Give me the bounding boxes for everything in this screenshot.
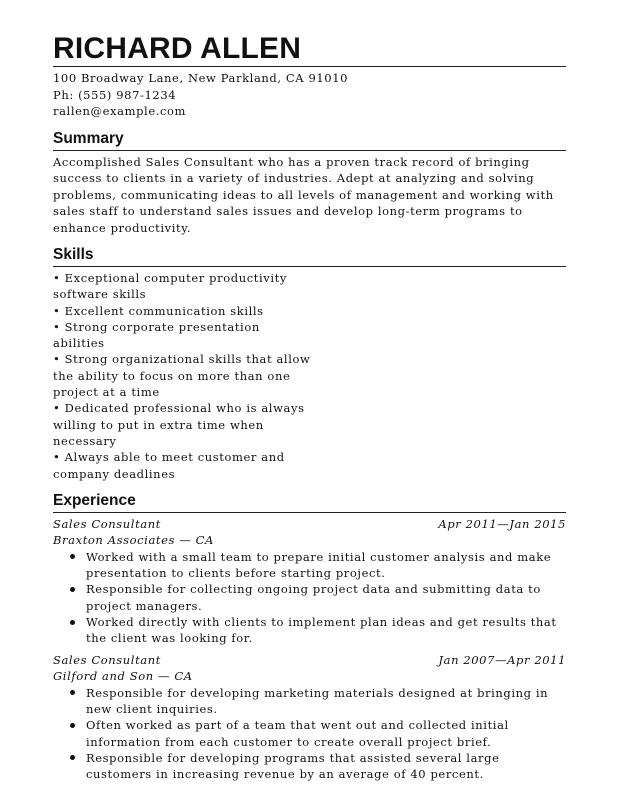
job-dates: Apr 2011—Jan 2015 — [438, 516, 566, 531]
duty-item — [86, 750, 566, 783]
job-header — [53, 652, 566, 669]
skill-item: • Dedicated professional who is always willing to put in extra time when necessary — [53, 401, 305, 448]
job-entry — [53, 516, 566, 647]
address: 100 Broadway Lane, New Parkland, CA 91010 — [53, 71, 349, 85]
skill-item: • Strong organizational skills that allow the ability to focus on more than one project at a time — [53, 352, 311, 400]
bullet-icon — [70, 554, 75, 559]
summary-divider — [53, 150, 566, 151]
bullet-icon — [70, 755, 75, 760]
job-company: Gilford and Son — CA — [53, 669, 193, 684]
header-divider — [53, 66, 566, 67]
bullet-icon — [70, 723, 75, 728]
bullet-icon — [70, 620, 75, 625]
skills-divider — [53, 266, 566, 267]
skill-item: • Excellent communication skills — [53, 303, 264, 318]
skill-item: • Exceptional computer productivity software skills — [53, 271, 287, 302]
summary-text: Accomplished Sales Consultant who has a proven track record of bringing success to clients in a variety of industries. Adept at analyzing and solving problems, communicating ideas to all levels of management and working with sales staff to understand sales issues and develop long-term programs to enhance productivity. — [53, 154, 554, 235]
job-duties — [53, 549, 566, 647]
email: rallen@example.com — [53, 104, 187, 118]
skills-list — [53, 270, 315, 482]
skill-item: • Strong corporate presentation abilities — [53, 319, 260, 351]
phone: Ph: (555) 987-1234 — [53, 87, 177, 102]
duty-text: Responsible for collecting ongoing project data and submitting data to project managers. — [86, 582, 541, 613]
duty-text: Worked directly with clients to implement plan ideas and get results that the client was looking for. — [86, 615, 557, 646]
bullet-icon — [70, 690, 75, 695]
duty-item — [86, 581, 566, 614]
job-duties — [53, 685, 566, 783]
experience-heading: Experience — [53, 491, 136, 509]
candidate-name: RICHARD ALLEN — [53, 32, 302, 65]
duty-text: Worked with a small team to prepare initial customer analysis and make presentation to clients before starting project. — [86, 549, 552, 581]
job-role: Sales Consultant — [53, 652, 161, 667]
duty-text: Responsible for developing programs that assisted several large customers in increasing revenue by an average of 40 percent. — [86, 750, 500, 782]
job-company: Braxton Associates — CA — [53, 533, 214, 548]
experience-divider — [53, 512, 566, 513]
summary-heading: Summary — [53, 129, 124, 147]
skills-heading: Skills — [53, 246, 94, 263]
job-header — [53, 516, 566, 533]
duty-item — [86, 614, 566, 647]
duty-item — [86, 685, 566, 718]
bullet-icon — [70, 587, 75, 592]
duty-text: Responsible for developing marketing materials designed at bringing in new client inquiries. — [86, 685, 549, 716]
skill-item: • Always able to meet customer and company deadlines — [53, 450, 285, 481]
job-entry — [53, 652, 566, 783]
duty-item — [86, 717, 566, 750]
job-dates: Jan 2007—Apr 2011 — [438, 652, 566, 667]
job-role: Sales Consultant — [53, 516, 161, 531]
duty-item — [86, 549, 566, 582]
duty-text: Often worked as part of a team that went out and collected initial information from each customer to create overall project brief. — [86, 718, 509, 749]
